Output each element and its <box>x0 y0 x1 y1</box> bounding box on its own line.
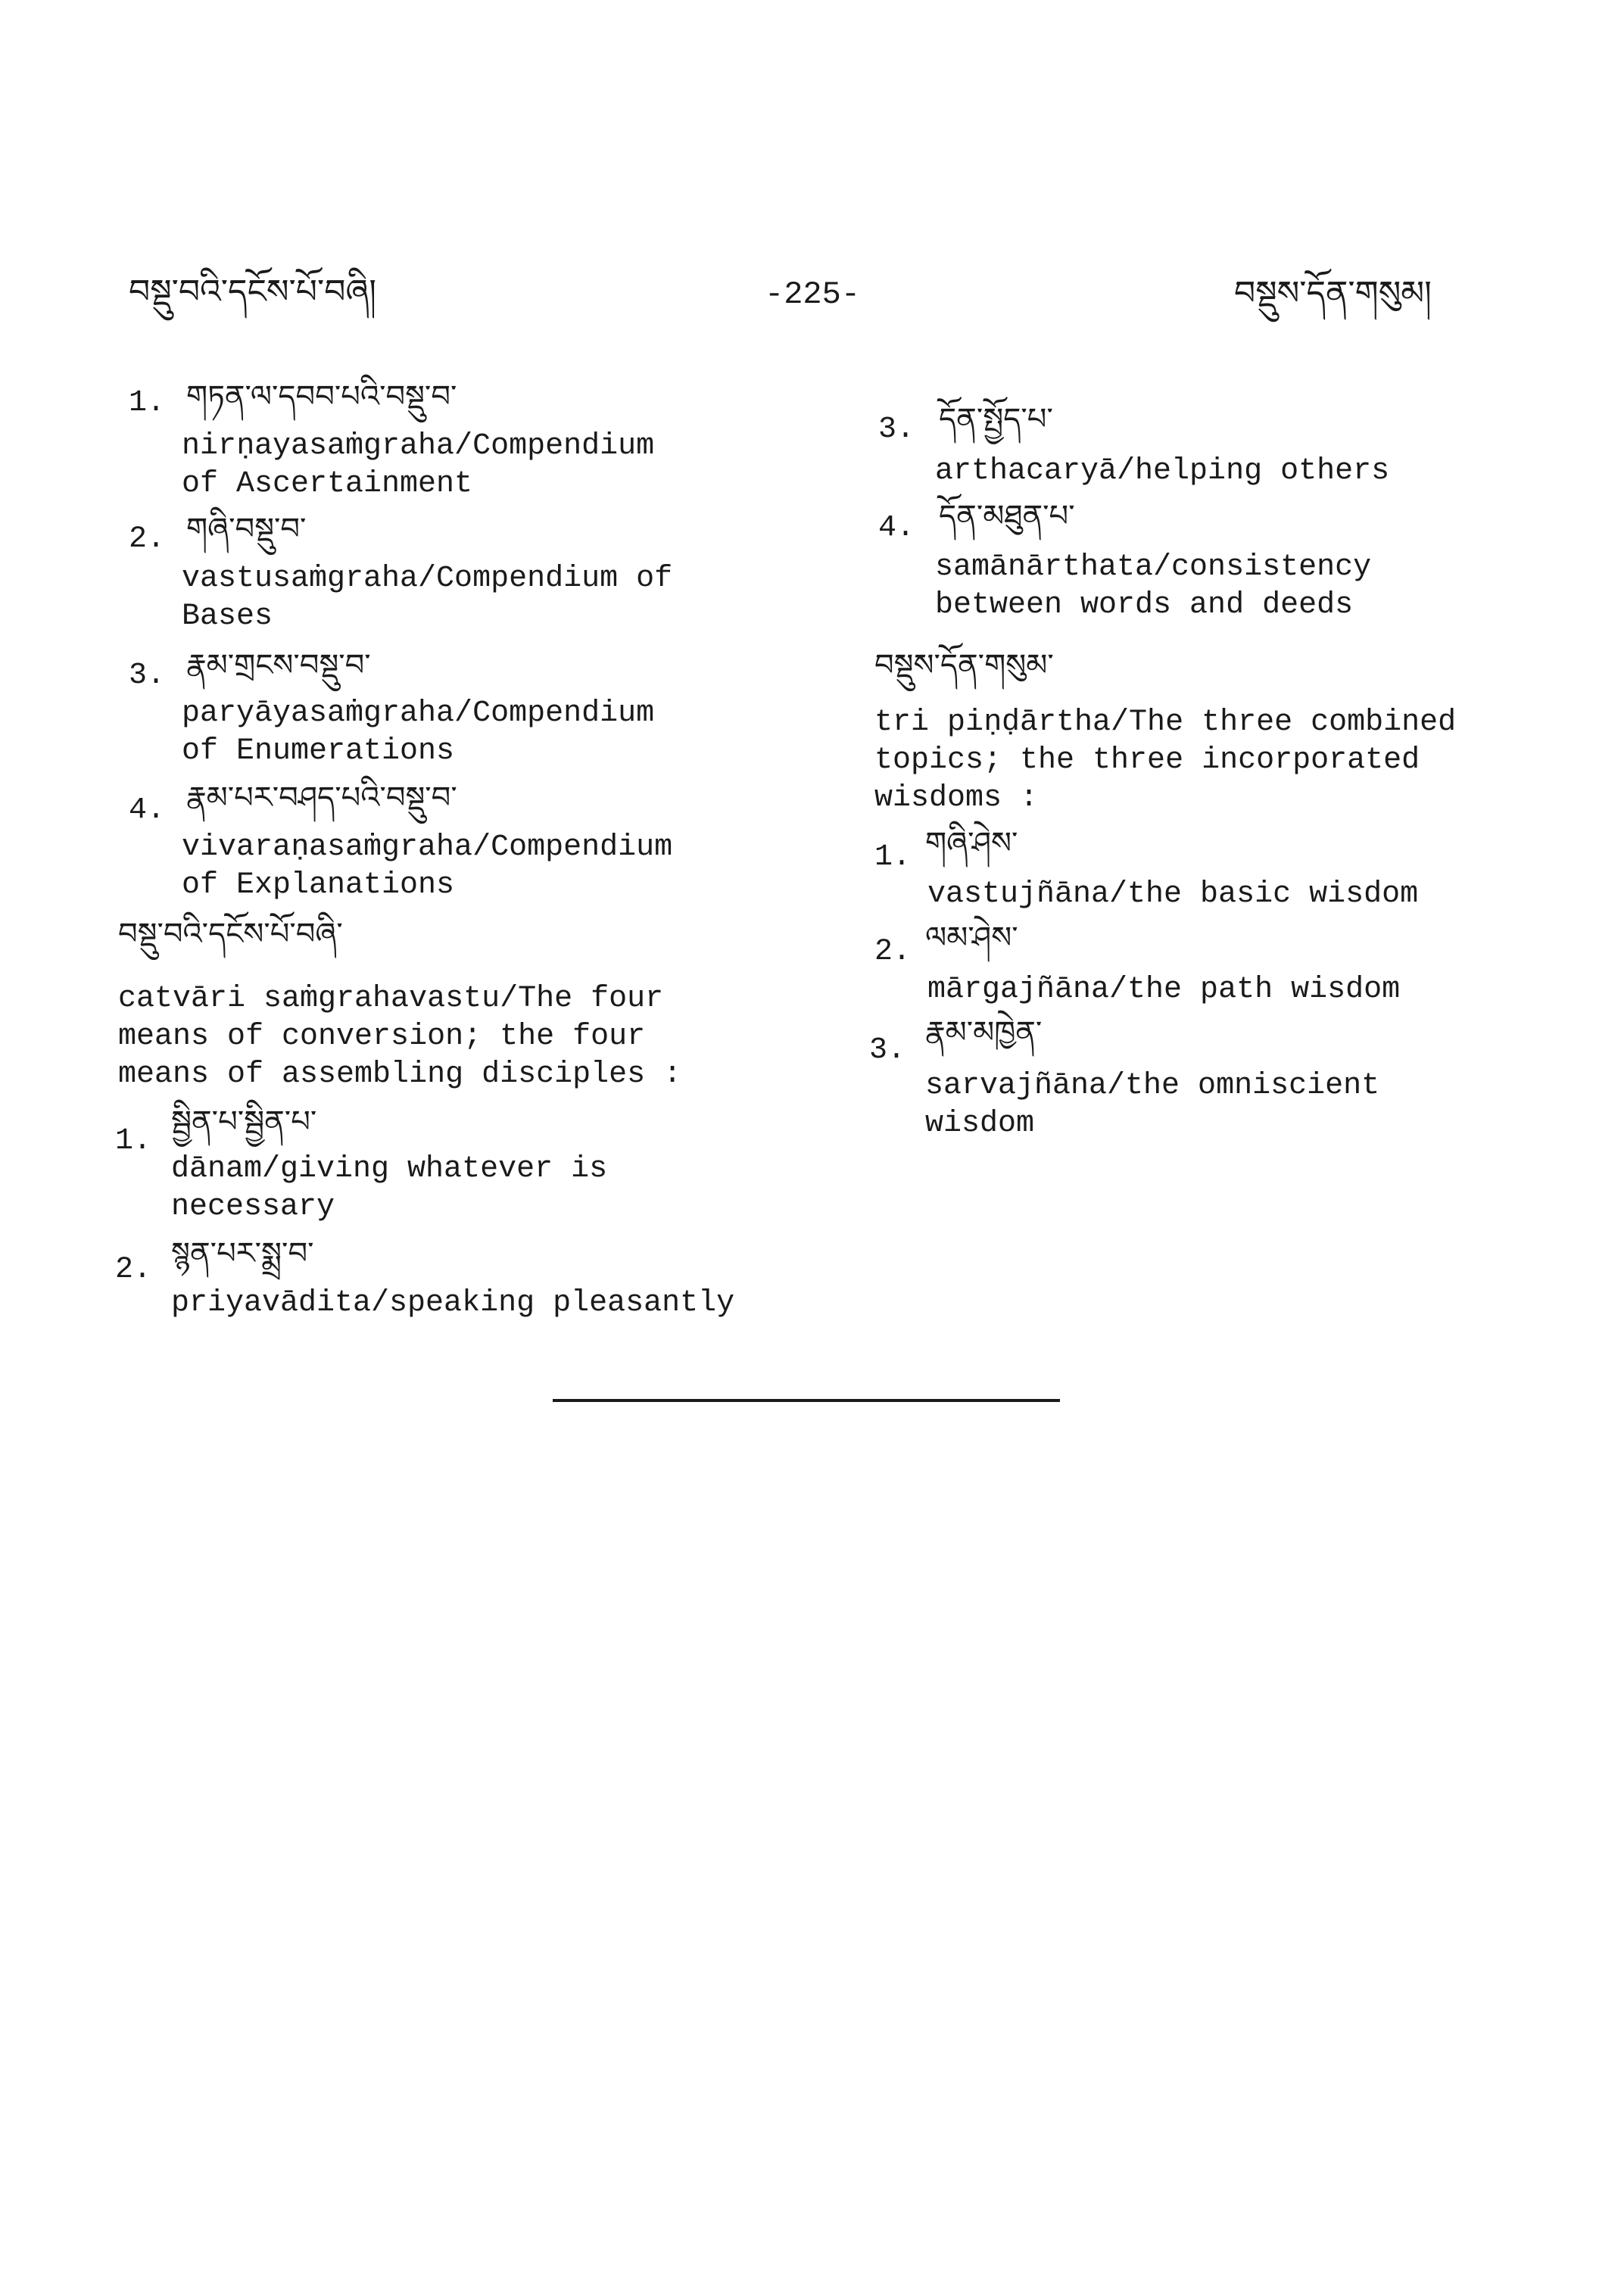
tibetan-term: རྣམ་པར་བཤད་པའི་བསྡུ་བ་ <box>186 780 457 815</box>
term-definition: dānam/giving whatever is necessary <box>171 1152 608 1224</box>
section-heading-tibetan: བསྡུ་བའི་དངོས་པོ་བཞི་ <box>118 917 343 952</box>
tibetan-term: གཏན་ལ་དབབ་པའི་བསྡུ་བ་ <box>186 379 457 414</box>
tibetan-term: ལམ་ཤེས་ <box>925 921 1018 955</box>
item-number: 4. <box>129 793 166 827</box>
term-definition: mārgajñāna/the path wisdom <box>927 973 1401 1007</box>
tibetan-term: རྣམ་གྲངས་བསྡུ་བ་ <box>186 648 371 683</box>
term-definition: samānārthata/consistency between words and deeds <box>935 550 1372 622</box>
running-header-right: བསྡུས་དོན་གསུམ། <box>1234 274 1432 313</box>
item-number: 2. <box>874 935 912 969</box>
section-heading-text: catvāri saṁgrahavastu/The four means of conversion; the four means of assembling disciples : <box>118 982 682 1092</box>
item-number: 3. <box>878 413 915 447</box>
tibetan-term: དོན་སྤྱོད་པ་ <box>939 402 1053 437</box>
tibetan-term: གཞི་བསྡུ་བ་ <box>186 512 307 547</box>
term-definition: arthacaryā/helping others <box>935 454 1390 488</box>
item-number: 1. <box>129 386 166 420</box>
item-number: 2. <box>129 522 166 556</box>
term-definition: nirṇayasaṁgraha/Compendium of Ascertainment <box>182 429 655 501</box>
term-definition: sarvajñāna/the omniscient wisdom <box>925 1069 1380 1141</box>
item-number: 1. <box>874 840 912 874</box>
term-definition: vastujñāna/the basic wisdom <box>927 877 1419 911</box>
item-number: 3. <box>129 659 166 693</box>
tibetan-term: སྦྱིན་པ་སྦྱིན་པ་ <box>171 1104 317 1139</box>
term-definition: vivaraṇasaṁgraha/Compendium of Explanations <box>182 830 673 902</box>
item-number: 1. <box>115 1124 152 1158</box>
term-definition: vastusaṁgraha/Compendium of Bases <box>182 562 673 634</box>
tibetan-term: སྙན་པར་སྨྲ་བ་ <box>171 1236 314 1271</box>
term-definition: paryāyasaṁgraha/Compendium of Enumerations <box>182 696 655 768</box>
item-number: 3. <box>869 1033 906 1067</box>
running-header-left: བསྡུ་བའི་དངོས་པོ་བཞི། <box>129 273 377 311</box>
item-number: 4. <box>878 511 915 545</box>
item-number: 2. <box>115 1253 152 1287</box>
section-heading-text: tri piṇḍārtha/The three combined topics; the three incorporated wisdoms : <box>874 706 1457 815</box>
tibetan-term: གཞི་ཤེས་ <box>925 826 1018 861</box>
tibetan-term: དོན་མཐུན་པ་ <box>939 499 1075 534</box>
term-definition: priyavādita/speaking pleasantly <box>171 1286 735 1320</box>
section-heading-tibetan: བསྡུས་དོན་གསུམ་ <box>874 648 1054 683</box>
section-divider <box>553 1399 1060 1402</box>
tibetan-term: རྣམ་མཁྱེན་ <box>925 1015 1043 1050</box>
page-number: -225- <box>765 276 861 313</box>
